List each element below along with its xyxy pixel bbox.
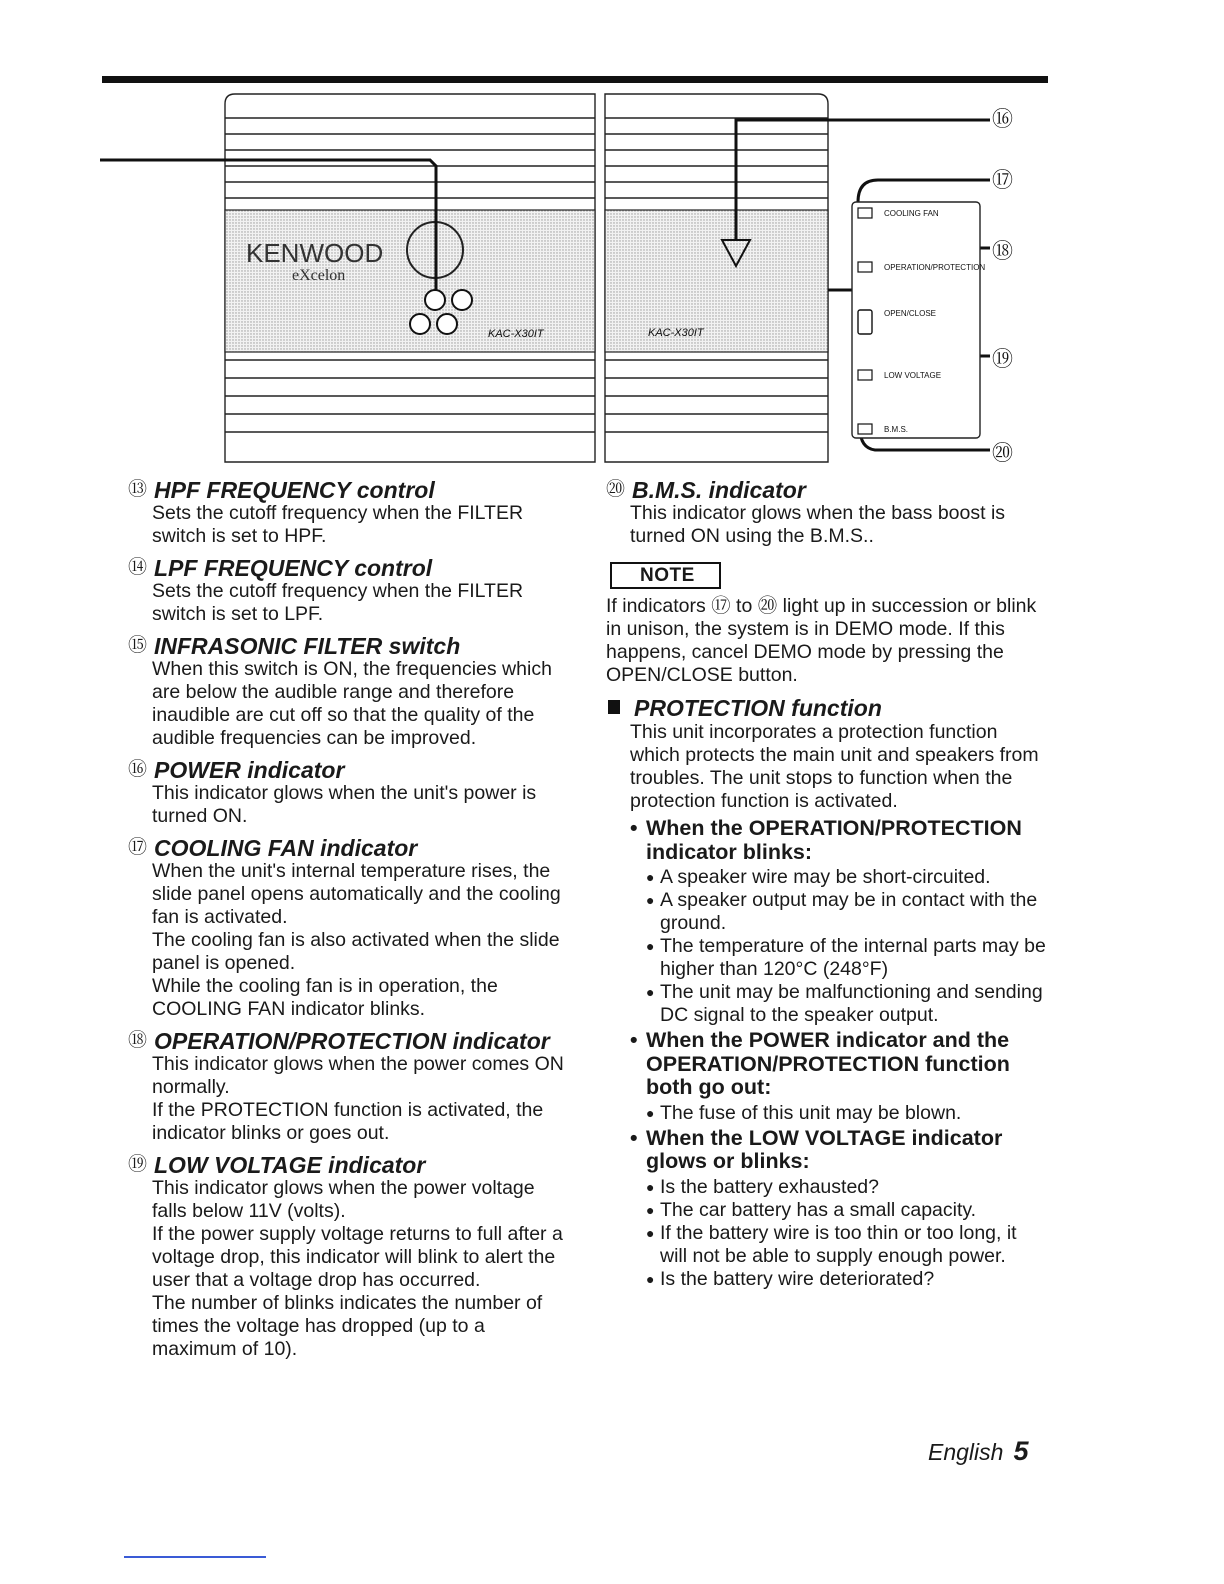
bullet-dot-icon: ● [646, 1224, 655, 1241]
top-rule [102, 76, 1048, 83]
note-text: If indicators ⑰ to ⑳ light up in succession or blink in unison, the system is in DEMO mode. If this happens, cancel DEMO mode by pressing the OPEN/CLOSE button. [606, 595, 1037, 686]
bullet-dot-icon: • [630, 816, 638, 840]
callout-16: ⑯ [992, 107, 1013, 131]
condition-power-out [630, 1029, 1046, 1125]
section-text: Sets the cutoff frequency when the FILTER switch is set to HPF. [152, 502, 524, 547]
bullet-dot-icon: • [630, 1125, 638, 1150]
protection-intro: This unit incorporates a protection function which protects the main unit and speakers from troubles. The unit stops to function when the protection function is activated. [630, 721, 1039, 812]
condition-heading: When the LOW VOLTAGE indicator glows or blinks: [646, 1125, 1003, 1173]
section-number: ⑮ [128, 635, 148, 656]
section-hpf [128, 478, 568, 548]
protection-body [606, 721, 1046, 1291]
condition-low-voltage [630, 1127, 1046, 1291]
page-number: 5 [1013, 1436, 1029, 1466]
section-title: COOLING FAN indicator [154, 835, 418, 861]
square-bullet-icon [608, 700, 620, 714]
bullet-text: A speaker wire may be short-circuited. [660, 866, 991, 888]
bullet-dot-icon: ● [646, 869, 655, 885]
condition-heading: When the OPERATION/PROTECTION indicator blinks: [646, 816, 1022, 864]
section-number: ⑬ [128, 479, 148, 500]
section-text: This indicator glows when the unit's power is turned ON. [152, 782, 537, 827]
bullet-dot-icon: ● [646, 1178, 655, 1195]
panel-label-low-voltage: LOW VOLTAGE [884, 371, 942, 380]
section-title: OPERATION/PROTECTION indicator [154, 1028, 550, 1054]
condition-heading: When the POWER indicator and the OPERATION/PROTECTION function both go out: [646, 1028, 1010, 1099]
model-label-right: KAC-X30IT [648, 327, 704, 339]
section-lpf [128, 556, 568, 626]
page-footer [928, 1436, 1028, 1467]
protection-heading [606, 695, 1046, 721]
footer-language: English [928, 1439, 1004, 1465]
panel-label-bms: B.M.S. [884, 425, 909, 434]
right-front-panel [605, 210, 828, 352]
condition-operation-blinks [630, 817, 1046, 1027]
bullet-dot-icon: ● [646, 1201, 655, 1218]
section-text: While the cooling fan is in operation, the COOLING FAN indicator blinks. [152, 975, 498, 1020]
protection-title: PROTECTION function [634, 695, 882, 721]
panel-label-cooling-fan: COOLING FAN [884, 209, 939, 218]
section-text: When this switch is ON, the frequencies which are below the audible range and therefore inaudible are cut off so that the quality of the audible frequencies can be improved. [152, 658, 552, 749]
section-title: B.M.S. indicator [632, 477, 806, 503]
bullet-text: The fuse of this unit may be blown. [660, 1101, 962, 1124]
panel-label-open-close: OPEN/CLOSE [884, 309, 937, 318]
section-text: If the PROTECTION function is activated, the indicator blinks or goes out. [152, 1099, 544, 1144]
section-text: This indicator glows when the power voltage falls below 11V (volts). [152, 1177, 535, 1222]
bullet-dot-icon: ● [646, 938, 655, 954]
amplifier-diagram [100, 90, 1040, 470]
bullet-dot-icon: ● [646, 984, 655, 1000]
callout-19: ⑲ [992, 347, 1013, 371]
section-title: LOW VOLTAGE indicator [154, 1152, 426, 1178]
section-cooling-fan [128, 836, 568, 1021]
section-text: The cooling fan is also activated when the slide panel is opened. [152, 929, 560, 974]
bullet-dot-icon: ● [646, 1104, 655, 1121]
bullet-text: Is the battery exhausted? [660, 1175, 879, 1198]
section-text: Sets the cutoff frequency when the FILTER switch is set to LPF. [152, 580, 524, 625]
bullet-dot-icon: • [630, 1028, 638, 1052]
callout-18: ⑱ [992, 239, 1013, 263]
bullet-dot-icon: ● [646, 1270, 655, 1287]
model-label-left: KAC-X30IT [488, 328, 544, 340]
indicator-panel [852, 202, 980, 438]
section-number: ⑲ [128, 1154, 148, 1175]
bullet-text: The car battery has a small capacity. [660, 1198, 977, 1221]
bullet-text: Is the battery wire deteriorated? [660, 1267, 935, 1290]
section-number: ⑱ [128, 1030, 148, 1051]
section-text: When the unit's internal temperature rises, the slide panel opens automatically and the cooling fan is activated. [152, 860, 561, 928]
section-operation-protection [128, 1029, 568, 1145]
section-bms [606, 478, 1046, 548]
section-title: HPF FREQUENCY control [154, 477, 435, 503]
callout-20: ⑳ [992, 441, 1013, 465]
section-number: ⑳ [606, 479, 626, 500]
section-title: LPF FREQUENCY control [154, 555, 433, 581]
section-number: ⑰ [128, 837, 148, 858]
panel-label-operation-protection: OPERATION/PROTECTION [884, 263, 986, 272]
brand-logo: KENWOOD [246, 238, 384, 268]
section-number: ⑭ [128, 557, 148, 578]
section-title: INFRASONIC FILTER switch [154, 633, 461, 659]
section-text: This indicator glows when the bass boost is turned ON using the B.M.S.. [630, 502, 1006, 547]
right-column [606, 478, 1046, 1291]
section-low-voltage [128, 1153, 568, 1361]
section-power [128, 758, 568, 828]
bullet-text: The temperature of the internal parts may be higher than 120°C (248°F) [660, 935, 1046, 980]
section-text: The number of blinks indicates the number of times the voltage has dropped (up to a maximum of 10). [152, 1292, 543, 1360]
bullet-text: If the battery wire is too thin or too long, it will not be able to supply enough power. [660, 1221, 1017, 1267]
section-text: If the power supply voltage returns to full after a voltage drop, this indicator will blink to alert the user that a voltage drop has occurred. [152, 1223, 563, 1291]
note-label: NOTE [610, 562, 721, 589]
section-infrasonic [128, 634, 568, 750]
bullet-text: The unit may be malfunctioning and sending DC signal to the speaker output. [660, 981, 1043, 1026]
section-title: POWER indicator [154, 757, 345, 783]
bullet-text: A speaker output may be in contact with the ground. [660, 889, 1038, 934]
left-column [128, 478, 568, 1369]
sub-brand: eXcelon [292, 267, 346, 284]
section-number: ⑯ [128, 759, 148, 780]
bottom-link-rule [124, 1556, 266, 1558]
callout-17: ⑰ [992, 168, 1013, 192]
bullet-dot-icon: ● [646, 892, 655, 908]
section-text: This indicator glows when the power comes ON normally. [152, 1053, 564, 1098]
